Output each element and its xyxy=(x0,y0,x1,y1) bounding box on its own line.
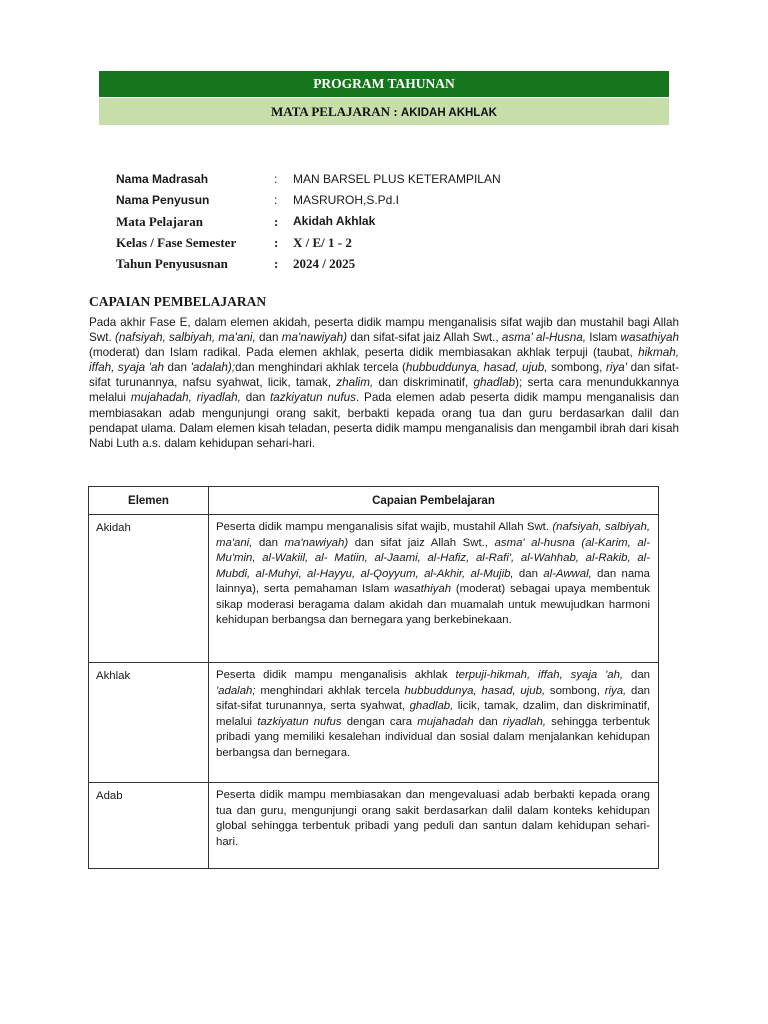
cell-text: menghindari akhlak tercela xyxy=(255,684,405,697)
table-row xyxy=(89,515,659,663)
para-text: dan sifat-sifat turunannya, nafsu syahwat, licik, tamak, xyxy=(89,361,679,390)
para-italic: wasathiyah xyxy=(620,331,679,345)
para-text: dan xyxy=(163,361,191,375)
cell-italic: tazkiyatun nufus xyxy=(257,715,342,728)
cell-text: dan sifat-sifat turunannya, serta syahwat, xyxy=(216,684,650,712)
cell-text: Peserta didik mampu menganalisis sifat wajib, mustahil Allah Swt. xyxy=(216,521,553,533)
info-colon: : xyxy=(274,214,279,229)
capaian-cell xyxy=(209,783,659,869)
para-text: . Pada elemen adab peserta didik mampu menganalisis dan membiasakan adab mengunjungi orang sakit, berbakti kepada orang tua dan guru berdasarkan dalil dan pendapat ulama. Dalam elemen kisah teladan, peserta didik mampu menganalisis dan mengambil ibrah dari kisah Nabi Luth a.s. dalam kehidupan sehari-hari. xyxy=(89,391,679,450)
cell-italic: ghadlab, xyxy=(409,700,454,712)
cell-italic: (nafsiyah, salbiyah, ma'ani, xyxy=(216,521,650,549)
para-text: sombong, xyxy=(547,361,606,375)
info-row-mapel xyxy=(116,211,676,232)
cell-text: sehingga terbentuk pribadi yang memiliki kesalehan individual dan sosial dalam menjalankan kehidupan berbangsa dan bernegara. xyxy=(216,715,651,759)
cell-text: dan xyxy=(623,669,650,681)
cell-text: Peserta didik mampu menganalisis akhlak xyxy=(216,669,456,681)
para-italic: asma' al-Husna, xyxy=(501,331,587,345)
cell-text: dan nama lainnya), serta pemahaman Islam xyxy=(216,567,650,595)
cell-italic: riya, xyxy=(604,684,627,697)
cell-italic: al-Awwal, xyxy=(543,567,592,580)
para-text: dan sifat-sifat jaiz Allah Swt., xyxy=(347,331,502,345)
subject-name: AKIDAH AKHLAK xyxy=(400,107,497,119)
cell-text: dan sifat jaiz Allah Swt., xyxy=(348,536,495,549)
capaian-cell xyxy=(209,515,659,663)
info-row-madrasah xyxy=(116,169,676,190)
para-text: dan xyxy=(255,331,282,345)
page-title: PROGRAM TAHUNAN xyxy=(99,71,669,97)
cell-italic: wasathiyah xyxy=(394,583,452,595)
info-value: 2024 / 2025 xyxy=(293,256,356,271)
cell-italic: 'adalah; xyxy=(216,684,256,697)
info-value: MASRUROH,S.Pd.I xyxy=(293,193,400,207)
para-text: ); serta cara menundukkannya melalui xyxy=(89,376,679,405)
para-text: dan menghindari akhlak tercela ( xyxy=(235,361,406,375)
para-text: (moderat) dan Islam radikal. Pada elemen akhlak, peserta didik membiasakan akhlak terpuji (taubat, xyxy=(89,346,639,360)
info-colon: : xyxy=(274,172,278,186)
info-value: MAN BARSEL PLUS KETERAMPILAN xyxy=(293,172,501,186)
para-italic: (nafsiyah, salbiyah, ma'ani, xyxy=(115,331,256,345)
elemen-cell: Akhlak xyxy=(89,663,209,783)
info-label: Tahun Penyususnan xyxy=(116,256,228,271)
para-italic: mujahadah, riyadlah, xyxy=(130,391,241,405)
capaian-cell xyxy=(209,663,659,783)
para-text: dan xyxy=(240,391,270,405)
cell-text: sombong, xyxy=(545,684,605,697)
cell-text: (moderat) sebagai upaya membentuk sikap moderasi beragama dalam akidah dan muamalah untuk mewujudkan harmoni kehidupan berbangsa dan bernegara yang berkebinekaan. xyxy=(216,583,650,626)
cell-text: dan xyxy=(473,715,503,728)
cell-italic: riyadlah, xyxy=(502,715,546,728)
info-value: Akidah Akhlak xyxy=(293,214,376,228)
column-header-capaian: Capaian Pembelajaran xyxy=(209,487,659,515)
info-row-kelas xyxy=(116,232,676,253)
cell-text: dengan cara xyxy=(341,715,418,728)
para-text: Islam xyxy=(586,331,621,345)
elemen-cell: Akidah xyxy=(89,515,209,663)
para-italic: ma'nawiyah) xyxy=(281,331,348,345)
para-italic: hikmah, iffah, syaja 'ah xyxy=(89,346,679,375)
cell-text: dan xyxy=(513,567,544,580)
document-info xyxy=(116,169,676,274)
para-italic: ghadlab xyxy=(473,376,516,390)
para-italic: tazkiyatun nufus xyxy=(270,391,357,405)
info-colon: : xyxy=(274,193,278,207)
info-row-penyusun xyxy=(116,190,676,211)
cell-italic: mujahadah xyxy=(417,715,474,728)
table-row xyxy=(89,663,659,783)
para-italic: 'adalah); xyxy=(190,361,236,375)
para-italic: hubbuddunya, hasad, ujub, xyxy=(405,361,548,375)
info-label: Nama Penyusun xyxy=(116,193,210,207)
info-label: Mata Pelajaran xyxy=(116,214,204,229)
capaian-paragraph xyxy=(89,315,679,451)
info-colon: : xyxy=(274,235,279,250)
para-text: Pada akhir Fase E, dalam elemen akidah, peserta didik mampu menganalisis sifat wajib dan mustahil bagi Allah Swt. xyxy=(89,316,679,345)
cell-italic: ma'nawiyah) xyxy=(284,536,349,549)
section-heading: CAPAIAN PEMBELAJARAN xyxy=(89,294,267,309)
para-italic: riya' xyxy=(605,361,628,375)
para-italic: zhalim, xyxy=(336,376,374,390)
info-row-tahun xyxy=(116,253,676,274)
column-header-elemen: Elemen xyxy=(89,487,209,515)
table-header-row xyxy=(89,487,659,515)
para-text: dan diskriminatif, xyxy=(373,376,474,390)
info-value: X / E/ 1 - 2 xyxy=(293,235,352,250)
table-row xyxy=(89,783,659,869)
elemen-cell: Adab xyxy=(89,783,209,869)
capaian-table xyxy=(88,486,659,869)
cell-text: dan xyxy=(252,536,285,549)
info-label: Nama Madrasah xyxy=(116,172,209,186)
cell-italic: asma' al-husna (al-Karim, al-Mu'min, al-Wakiil, al- Matiin, al-Jaami, al-Hafiz, al-Rafi', al-Wahhab, al-Rakib, al-Mubdi, al-Muhyi, al-Hayyu, al-Qoyyum, al-Akhir, al-Mujib, xyxy=(216,536,650,580)
info-colon: : xyxy=(274,256,279,271)
info-label: Kelas / Fase Semester xyxy=(116,235,237,250)
cell-italic: terpuji-hikmah, iffah, syaja 'ah, xyxy=(455,669,624,681)
cell-text: Peserta didik mampu membiasakan dan mengevaluasi adab berbakti kepada orang tua dan guru, mengunjungi orang sakit berdasarkan dalil dalam konteks kehidupan global sehingga terbentuk pribadi yang peduli dan santun dalam kehidupan sehari-hari. xyxy=(216,789,650,848)
cell-italic: hubbuddunya, hasad, ujub, xyxy=(404,684,546,697)
subject-banner xyxy=(99,98,669,125)
subject-prefix: MATA PELAJARAN : xyxy=(271,104,401,119)
cell-text: licik, tamak, dzalim, dan diskriminatif, melalui xyxy=(216,700,650,728)
